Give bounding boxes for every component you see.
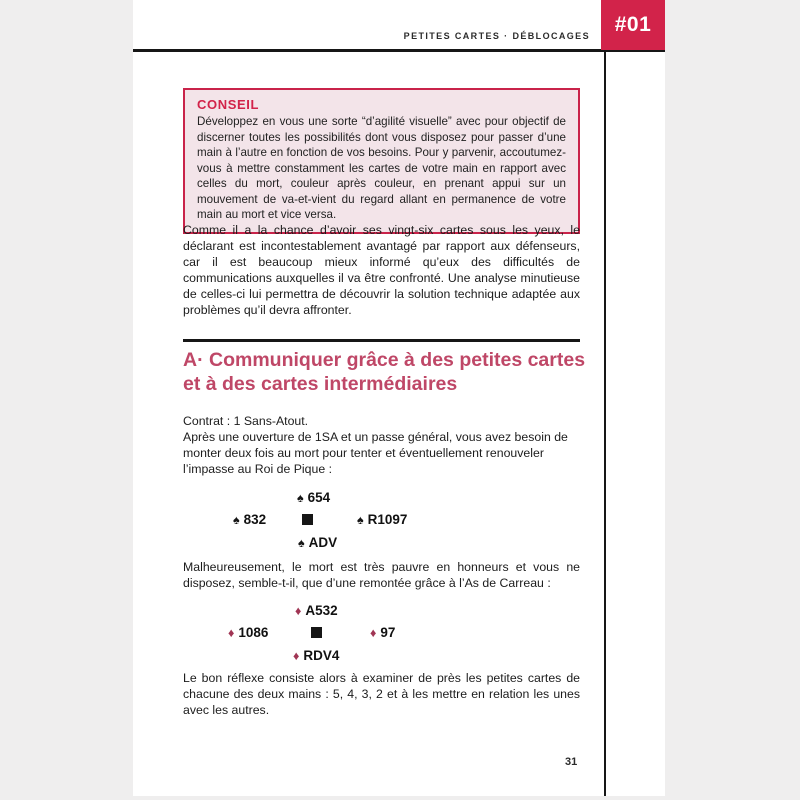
conseil-title: CONSEIL [197, 97, 259, 112]
table-center-square [311, 627, 322, 638]
diamonds-east-cards: 97 [380, 625, 396, 640]
diamonds-south-hand [293, 648, 339, 663]
diamonds-south-cards: RDV4 [303, 648, 340, 663]
spade-icon: ♠ [233, 513, 240, 527]
diamond-icon: ♦ [295, 604, 302, 618]
diamonds-east-hand [370, 625, 395, 640]
section-rule [183, 339, 580, 342]
spades-north-hand [297, 490, 330, 505]
card-diagram-spades [183, 487, 580, 553]
margin-divider-line [604, 52, 606, 796]
spade-icon: ♠ [298, 536, 305, 550]
chapter-number: #01 [614, 13, 652, 36]
closing-paragraph: Le bon réflexe consiste alors à examiner de près les petites cartes de chacune des deux mains : 5, 4, 3, 2 et à les mettre en relation les unes avec les autres. [183, 671, 580, 717]
diamond-icon: ♦ [228, 626, 235, 640]
page-number: 31 [565, 756, 578, 768]
diamonds-west-cards: 1086 [238, 625, 269, 640]
section-heading: A· Communiquer grâce à des petites cartes et à des cartes intermédiaires [183, 349, 586, 395]
spades-north-cards: 654 [307, 490, 331, 505]
diamonds-north-cards: A532 [305, 603, 338, 618]
conseil-body-text: Développez en vous une sorte “d’agilité visuelle” avec pour objectif de discerner toutes les possibilités dont vous disposez pour passer d’une main à l’autre en fonction de vos besoins. Pour y parvenir, accoutumez-vous à mettre constamment les cartes de votre main en rapport avec celles du mort, couleur après couleur, en prenant appui sur un mouvement de va-et-vient du regard allant en permanence de votre main au mort et vice versa. [197, 115, 566, 221]
mid-paragraph: Malheureusement, le mort est très pauvre en honneurs et vous ne disposez, semble-t-il, que d’une remontée grâce à l’As de Carreau : [183, 560, 580, 590]
spades-east-cards: R1097 [367, 512, 408, 527]
book-page [133, 0, 665, 796]
diamonds-north-hand [295, 603, 338, 618]
contract-block [183, 413, 580, 477]
header-rule [133, 49, 665, 52]
spade-icon: ♠ [297, 491, 304, 505]
running-header: PETITES CARTES · DÉBLOCAGES [403, 31, 590, 41]
spades-west-cards: 832 [243, 512, 267, 527]
chapter-badge [601, 0, 665, 50]
intro-paragraph: Comme il a la chance d’avoir ses vingt-six cartes sous les yeux, le déclarant est incontestablement avantagé par rapport aux défenseurs, car il est beaucoup mieux informé qu’eux des difficultés de communications auxquelles il va être confronté. Une analyse minutieuse de celles-ci lui permettra de découvrir la solution technique adaptée aux problèmes qu’il devra affronter. [183, 223, 580, 317]
diamonds-west-hand [228, 625, 268, 640]
spades-east-hand [357, 512, 407, 527]
diamond-icon: ♦ [370, 626, 377, 640]
contract-line: Contrat : 1 Sans-Atout. [183, 414, 309, 428]
table-center-square [302, 514, 313, 525]
spade-icon: ♠ [357, 513, 364, 527]
spades-west-hand [233, 512, 266, 527]
spades-south-hand [298, 535, 337, 550]
spades-south-cards: ADV [308, 535, 338, 550]
contract-paragraph: Après une ouverture de 1SA et un passe général, vous avez besoin de monter deux fois au mort pour tenter et éventuellement renouveler l’impasse au Roi de Pique : [183, 430, 568, 476]
diamond-icon: ♦ [293, 649, 300, 663]
conseil-box [183, 88, 580, 234]
card-diagram-diamonds [183, 600, 580, 666]
